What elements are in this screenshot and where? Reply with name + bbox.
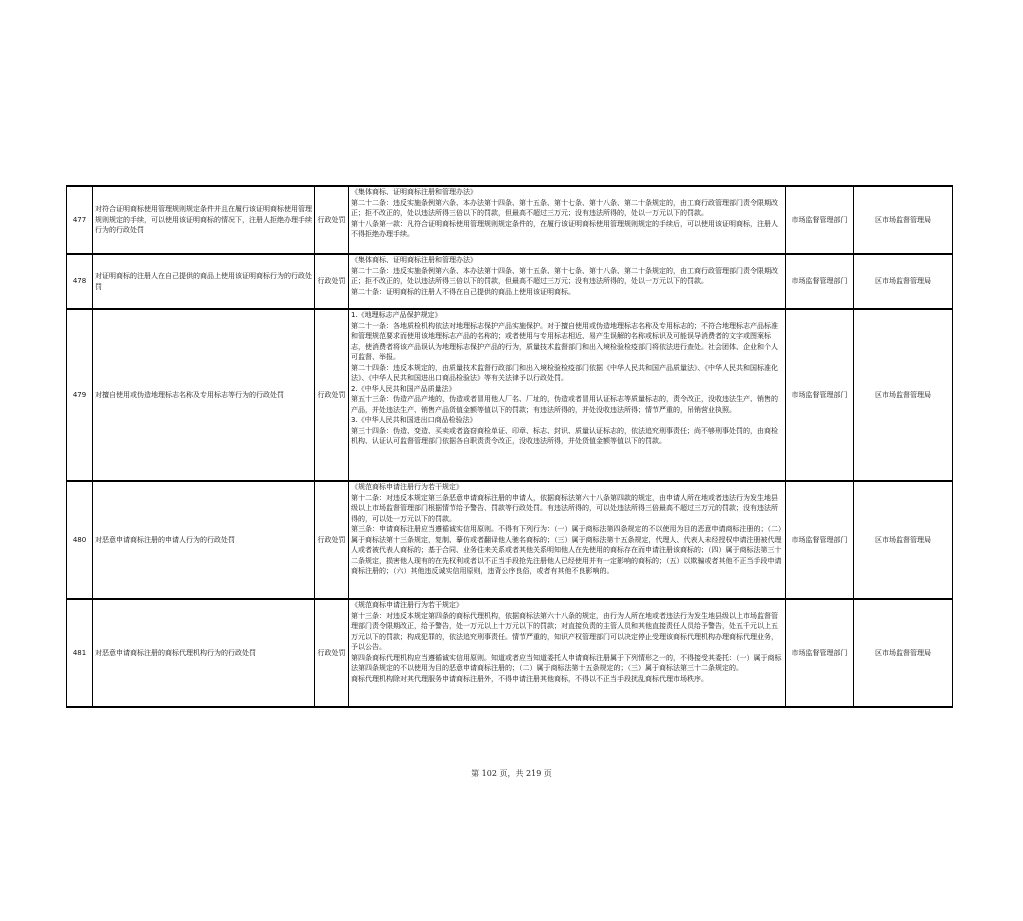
basis-line: 第十二条：对违反本规定第三条恶意申请商标注册的申请人，依据商标法第六十八条第四款的规定，由申请人所在地或者违法行为发生地县级以上市场监督管理部门根据情节给予警告、罚款等行政处罚。有违法所得的，可以处违法所得三倍最高不超过三万元的罚款；没有违法所得的，可以处一万元以下的罚款。 (351, 493, 778, 523)
table-row (67, 186, 953, 254)
legal-basis (351, 187, 783, 253)
basis-line: 第十三条：对违反本规定第四条的商标代理机构，依据商标法第六十八条的规定，由行为人所在地或者违法行为发生地县级以上市场监督管理部门责令限期改正，给予警告，处一万元以上十万元以下的罚款；对直接负责的主管人员和其他直接责任人员给予警告，处五千元以上五万元以下的罚款；构成犯罪的，依法追究刑事责任。情节严重的，知识产权管理部门可以决定停止受理该商标代理机构办理商标代理业务，予以公告。 (351, 611, 778, 651)
power-type: 行政处罚 (315, 599, 349, 707)
implementing-agency: 区市场监督管理局 (854, 599, 953, 707)
legal-basis (351, 310, 783, 480)
row-number: 477 (67, 186, 93, 254)
responsible-department: 市场监督管理部门 (786, 481, 854, 599)
legal-basis-cell (349, 481, 786, 599)
administrative-penalty-table (66, 185, 953, 708)
implementing-agency: 区市场监督管理局 (854, 309, 953, 481)
legal-basis (351, 482, 783, 598)
page-number: 第 102 页，共 219 页 (471, 769, 552, 778)
basis-line: 《集体商标、证明商标注册和管理办法》 (351, 188, 477, 196)
table-row (67, 309, 953, 481)
legal-basis-cell (349, 309, 786, 481)
basis-line: 3.《中华人民共和国进出口商品检验法》 (351, 416, 477, 424)
row-number: 478 (67, 254, 93, 309)
power-type: 行政处罚 (315, 186, 349, 254)
basis-line: 《集体商标、证明商标注册和管理办法》 (351, 256, 477, 264)
implementing-agency: 区市场监督管理局 (854, 481, 953, 599)
basis-line: 第二十二条：违反实施条例第六条、本办法第十四条、第十五条、第十七条、第十八条、第二十条规定的，由工商行政管理部门责令限期改正；拒不改正的，处以违法所得三倍以下的罚款，但最高不超过三万元；没有违法所得的，处以一万元以下的罚款。 (351, 266, 778, 285)
row-number: 481 (67, 599, 93, 707)
basis-line: 第二十二条：违反实施条例第六条、本办法第十四条、第十五条、第十七条、第十八条、第二十条规定的，由工商行政管理部门责令限期改正；拒不改正的，处以违法所得三倍以下的罚款，但最高不超过三万元；没有违法所得的，处以一万元以下的罚款。 (351, 198, 778, 217)
responsible-department: 市场监督管理部门 (786, 254, 854, 309)
basis-line: 《规范商标申请注册行为若干规定》 (351, 601, 463, 609)
basis-line: 第十八条第一款：凡符合证明商标使用管理规则规定条件的，在履行该证明商标使用管理规则规定的手续后，可以使用该证明商标，注册人不得拒绝办理手续。 (351, 219, 778, 238)
item-name: 对恶意申请商标注册的商标代理机构行为的行政处罚 (93, 599, 315, 707)
item-name: 对符合证明商标使用管理规则规定条件并且在履行该证明商标使用管理规则规定的手续，可以使用该证明商标的情况下，注册人拒绝办理手续行为的行政处罚 (93, 186, 315, 254)
table-row (67, 254, 953, 309)
implementing-agency: 区市场监督管理局 (854, 186, 953, 254)
basis-line: 第二十一条：各地质检机构依法对地理标志保护产品实施保护。对于擅自使用或伪造地理标志名称及专用标志的；不符合地理标志产品标准和管理规范要求而使用该地理标志产品的名称的；或者使用与专用标志相近、易产生误解的名称或标识及可能误导消费者的文字或图案标志，使消费者将该产品误认为地理标志保护产品的行为，质量技术监督部门和出入境检验检疫部门将依法进行查处。社会团体、企业和个人可监督、举报。 (351, 321, 778, 361)
legal-basis-cell (349, 599, 786, 707)
basis-line: 第四条商标代理机构应当遵循诚实信用原则。知道或者应当知道委托人申请商标注册属于下列情形之一的，不得接受其委托：（一）属于商标法第四条规定的不以使用为目的恶意申请商标注册的；（二）属于商标法第十五条规定的；（三）属于商标法第三十二条规定的。 (351, 653, 782, 672)
responsible-department: 市场监督管理部门 (786, 186, 854, 254)
power-type: 行政处罚 (315, 481, 349, 599)
basis-line: 第二十条：证明商标的注册人不得在自己提供的商品上使用该证明商标。 (351, 287, 575, 296)
responsible-department: 市场监督管理部门 (786, 309, 854, 481)
basis-line: 商标代理机构除对其代理服务申请商标注册外，不得申请注册其他商标，不得以不正当手段扰乱商标代理市场秩序。 (351, 674, 708, 683)
basis-line: 1.《地理标志产品保护规定》 (351, 311, 442, 319)
legal-basis (351, 255, 783, 308)
row-number: 479 (67, 309, 93, 481)
implementing-agency: 区市场监督管理局 (854, 254, 953, 309)
legal-basis-cell (349, 186, 786, 254)
basis-line: 第五十三条：伪造产品产地的，伪造或者冒用他人厂名、厂址的，伪造或者冒用认证标志等质量标志的，责令改正，没收违法生产、销售的产品，并处违法生产、销售产品货值金额等值以下的罚款；有违法所得的，并处没收违法所得；情节严重的，吊销营业执照。 (351, 395, 778, 414)
basis-line: 第三条：申请商标注册应当遵循诚实信用原则。不得有下列行为：（一）属于商标法第四条规定的不以使用为目的恶意申请商标注册的；（二）属于商标法第十三条规定，复制、摹仿或者翻译他人驰名商标的；（三）属于商标法第十五条规定，代理人、代表人未经授权申请注册被代理人或者被代表人商标的；基于合同、业务往来关系或者其他关系明知他人在先使用的商标存在而申请注册该商标的；（四）属于商标法第三十二条规定，损害他人现有的在先权利或者以不正当手段抢先注册他人已经使用并有一定影响的商标的；（五）以欺骗或者其他不正当手段申请商标注册的；（六）其他违反诚实信用原则，违背公序良俗，或者有其他不良影响的。 (351, 525, 782, 575)
basis-line: 《规范商标申请注册行为若干规定》 (351, 483, 463, 491)
power-type: 行政处罚 (315, 309, 349, 481)
legal-basis-cell (349, 254, 786, 309)
responsible-department: 市场监督管理部门 (786, 599, 854, 707)
item-name: 对证明商标的注册人在自己提供的商品上使用该证明商标行为的行政处罚 (93, 254, 315, 309)
item-name: 对恶意申请商标注册的申请人行为的行政处罚 (93, 481, 315, 599)
legal-basis (351, 600, 783, 706)
basis-line: 2.《中华人民共和国产品质量法》 (351, 384, 456, 393)
table-row (67, 481, 953, 599)
table-row (67, 599, 953, 707)
power-type: 行政处罚 (315, 254, 349, 309)
row-number: 480 (67, 481, 93, 599)
basis-line: 第三十四条：伪造、变造、买卖或者盗窃商检单证、印章、标志、封识、质量认证标志的，依法追究刑事责任；尚不够刑事处罚的，由商检机构、认证认可监督管理部门依据各自职责责令改正，没收违法所得，并处货值金额等值以下的罚款。 (351, 426, 778, 445)
basis-line: 第二十四条：违反本规定的，由质量技术监督行政部门和出入境检验检疫部门依据《中华人民共和国产品质量法》、《中华人民共和国标准化法》、《中华人民共和国进出口商品检验法》等有关法律予以行政处罚。 (351, 363, 778, 382)
item-name: 对擅自使用或伪造地理标志名称及专用标志等行为的行政处罚 (93, 309, 315, 481)
